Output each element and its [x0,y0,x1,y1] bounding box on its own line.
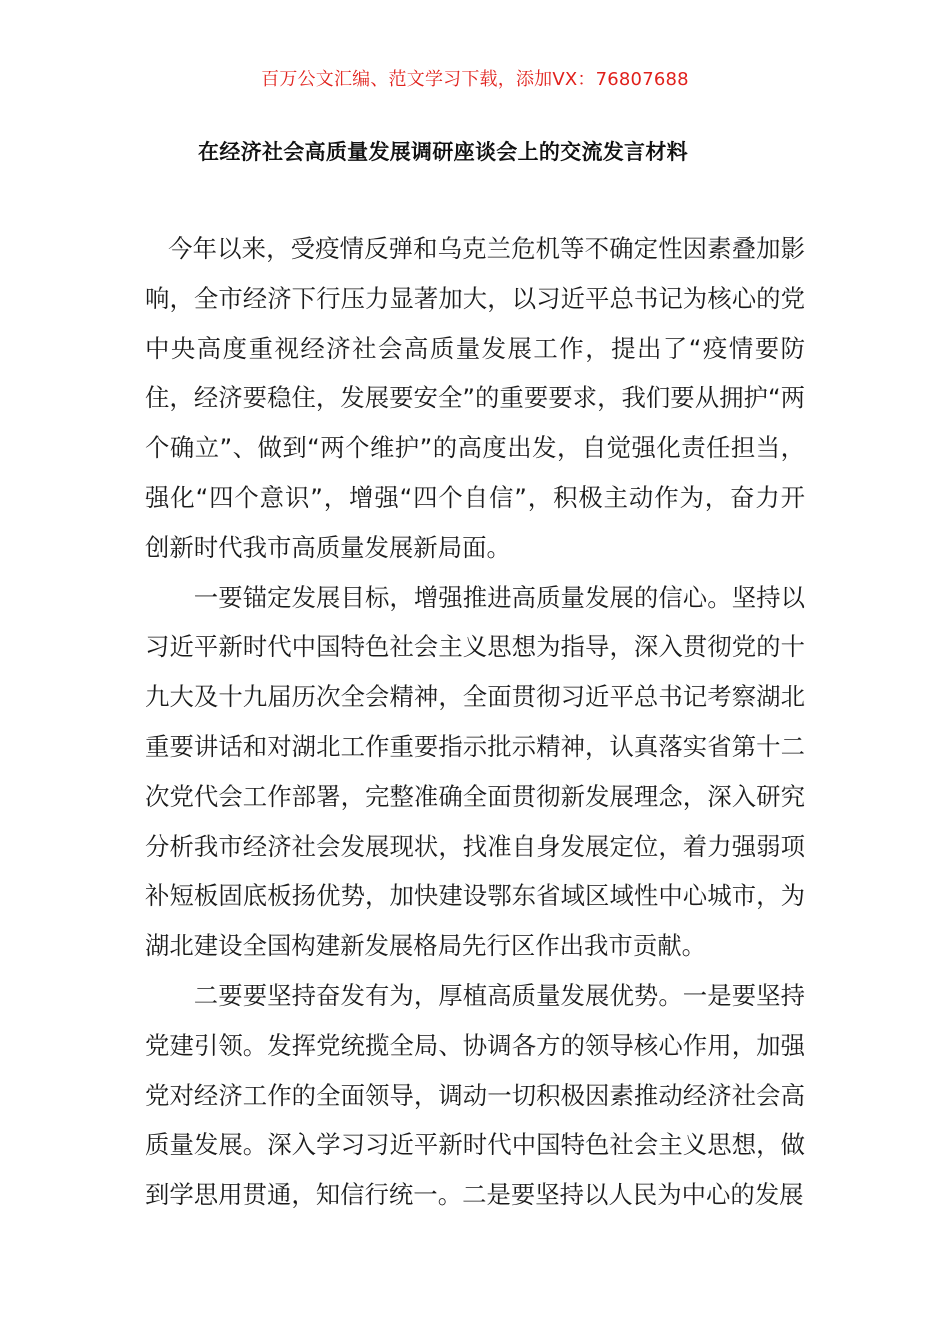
paragraph-intro: 今年以来，受疫情反弹和乌克兰危机等不确定性因素叠加影响，全市经济下行压力显著加大，以习近平总书记为核心的党中央高度重视经济社会高质量发展工作，提出了“疫情要防住，经济要稳住，发展要安全”的重要要求，我们要从拥护“两个确立”、做到“两个维护”的高度出发，自觉强化责任担当，强化“四个意识”，增强“四个自信”，积极主动作为，奋力开创新时代我市高质量发展新局面。 [145,234,805,562]
paragraph-point-two: 二要要坚持奋发有为，厚植高质量发展优势。一是要坚持党建引领。发挥党统揽全局、协调各方的领导核心作用，加强党对经济工作的全面领导，调动一切积极因素推动经济社会高质量发展。深入学习习近平新时代中国特色社会主义思想，做到学思用贯通，知信行统一。二是要坚持以人民为中心的发展 [145,980,805,1210]
watermark-header: 百万公文汇编、范文学习下载，添加VX：76807688 [261,69,689,90]
paragraph-point-one: 一要锚定发展目标，增强推进高质量发展的信心。坚持以习近平新时代中国特色社会主义思想为指导，深入贯彻党的十九大及十九届历次全会精神，全面贯彻习近平总书记考察湖北重要讲话和对湖北工作重要指示批示精神，认真落实省第十二次党代会工作部署，完整准确全面贯彻新发展理念，深入研究分析我市经济社会发展现状，找准自身发展定位，着力强弱项补短板固底板扬优势，加快建设鄂东省域区域性中心城市，为湖北建设全国构建新发展格局先行区作出我市贡献。 [145,582,805,961]
document-body [145,224,805,1220]
document-title: 在经济社会高质量发展调研座谈会上的交流发言材料 [198,140,688,164]
